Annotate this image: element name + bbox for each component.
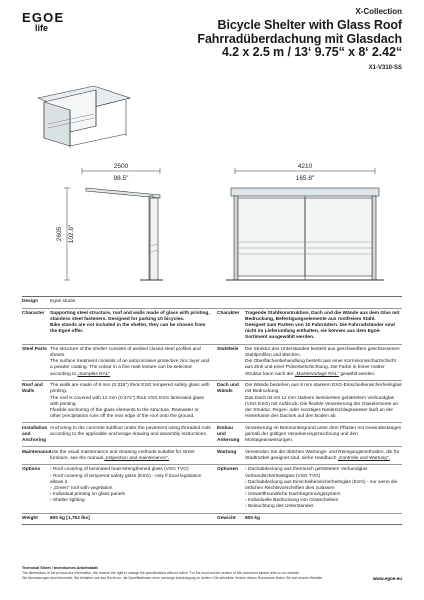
weight-label: Weight bbox=[22, 515, 38, 521]
maintenance-label-de: Wartung bbox=[217, 449, 237, 455]
options-label-de: Optionen bbox=[217, 467, 239, 473]
kontrolle-link[interactable]: „Kontrolle und Wartung“. bbox=[337, 455, 390, 461]
document-header bbox=[197, 8, 402, 72]
installation-en: Anchoring to the concrete subfloor under the pavement using threaded rods according to the applicable anchorage drawing and assembly instructions. bbox=[50, 425, 211, 437]
collection-label: X-Collection bbox=[355, 7, 402, 16]
roof-label: Roof and Walls bbox=[22, 383, 43, 395]
design-value: Egoé studio bbox=[50, 299, 76, 305]
spec-row-maintenance bbox=[22, 446, 402, 464]
design-label: Design bbox=[22, 299, 38, 305]
character-label: Character bbox=[22, 310, 45, 316]
option-de-item: › Umweltfreundliche Dachbegrünungssystem bbox=[245, 492, 402, 498]
product-code: X1-V310-SS bbox=[368, 65, 402, 72]
brand-name: EGOE bbox=[22, 10, 65, 25]
roof-label-de: Dach und Wände bbox=[217, 383, 239, 395]
steel-label-de: Stahlteile bbox=[217, 347, 239, 353]
roof-en-2: The roof is covered with 12 mm (0.472") thick VSG ESG laminated glass with printing. bbox=[50, 395, 204, 407]
title-de: Fahrradüberdachung mit Glasdach bbox=[197, 31, 402, 46]
spec-row-options bbox=[22, 464, 402, 512]
depth-mm-label: 2500 bbox=[113, 163, 129, 170]
roof-de-2: Das Dach ist mit 12 mm starkem laminiertem gehärtetem Verbundglas (VSG ESG) mit Aufdruck. Die flexible Verankerung der Glaselemente an der Struktur. Regen- oder sonstiges Niederschlagswasser läuft an der Hinterkante des Daches auf den Boden ab. bbox=[245, 395, 399, 419]
spec-row-design bbox=[22, 296, 402, 308]
dimensions-title: 4.2 x 2.5 m / 13‘ 9.75“ x 8‘ 2.42“ bbox=[221, 45, 402, 60]
character-de-2: Geeignet zum Parken von 10 Fahrrädern. Die Fahrradständer sind nicht im Lieferumfang enthalten, sie können aus dem Egoé-Sortiment ausgewählt werden. bbox=[245, 323, 395, 341]
title-en: Bicycle Shelter with Glass Roof bbox=[217, 17, 402, 32]
height-in-label: 102.6" bbox=[68, 224, 75, 244]
technical-drawings bbox=[0, 158, 424, 292]
installation-de: Verankerung im Betonuntergrund unter dem Pflaster mit Gewindestangen gemäß der gültigen Verankerungszeichnung und den Montageanweisungen. bbox=[245, 425, 402, 443]
option-de-item: › Individuelle Bedruckung von Glasscheiben bbox=[245, 498, 402, 504]
steel-en-2: The surface treatment consists of an anticorrosive protective zinc layer and a powder coating. The colour in a fine matt texture can be selected according to bbox=[50, 359, 210, 377]
installation-label-de: Einbau und Ankerung bbox=[217, 425, 240, 443]
option-en-item: › Roof covering of laminated heat-strengthened glass (VSG TVG) bbox=[50, 467, 211, 473]
depth-in-label: 98.5" bbox=[113, 175, 129, 182]
option-en-item: › Individual printing on glass panels bbox=[50, 492, 211, 498]
side-view bbox=[86, 188, 163, 280]
weight-value-de: 800 kg bbox=[245, 515, 260, 521]
inspection-link[interactable]: „Inspection and maintenance“. bbox=[104, 455, 169, 461]
roof-en-3: Flexible anchoring of the glass elements to the structure. Rainwater or other precipitation runs off the rear edge of the roof onto the ground. bbox=[50, 407, 199, 419]
option-de-item: › Dachabdeckung aus thermisch gehärtetem Verbundglas Verbundsicherheitsglas (VSG TVG) bbox=[245, 467, 402, 479]
steel-de: Die Struktur des Unterstandes besteht aus geschweißten geschlossenen Stahlprofilen und Blechen. bbox=[245, 347, 400, 359]
samples-ral-link[interactable]: „Samples RAL“ bbox=[77, 371, 111, 377]
roof-de: Die Wände bestehen aus 8 mm starkem ESG-Einscheibensicherheitsglas mit Bedruckung. bbox=[245, 383, 402, 395]
spec-row-installation bbox=[22, 422, 402, 446]
footer-note-de: Die Abmessungen sind informativ. Wir behalten uns das Recht vor, die Spezifikationen ohne vorherige Ankündigung zu ändern. Die aktuellste Version dieses Dokuments finden Sie auf unserer Website. bbox=[22, 575, 324, 580]
option-en-item: › „Green“ roof with vegetation bbox=[50, 486, 211, 492]
spec-table bbox=[22, 296, 402, 525]
brand-logo bbox=[22, 11, 64, 33]
roof-en: The walls are made of 8 mm (0.315") thick ESG tempered safety glass with printing. bbox=[50, 383, 210, 395]
website-link[interactable]: www.egoe.eu bbox=[372, 576, 402, 581]
steel-de-2: Die Oberflächenbehandlung besteht aus einer Korrosionsschutzschicht aus Zink und einer Pulverbeschichtung. Die Farbe in feiner matter Struktur kann nach der bbox=[245, 359, 396, 377]
footer-title: Technical Sheet / technisches Arbeitsblatt bbox=[22, 566, 98, 570]
character-en-2: Bike stands are not included in the shelter, they can be chosen from the Egoé offer. bbox=[50, 323, 206, 335]
steel-en: The structure of the shelter consists of welded closed steel profiles and sheets. bbox=[50, 347, 201, 359]
character-de: Tragende Stahlkonstruktion, Dach und die Wände aus dem Glas mit Bedruckung, Befestigungselemente aus rostfreiem Stahl. bbox=[245, 310, 400, 323]
footer-note-en: The dimensions of the product are informative. We reserve the right to change the specifications without notice. For the most current version of this document please refer to our website. bbox=[22, 571, 300, 576]
spec-row-roof bbox=[22, 380, 402, 422]
width-in-label: 165.8" bbox=[295, 175, 315, 182]
maintenance-label: Maintenance bbox=[22, 449, 52, 455]
footer bbox=[22, 566, 402, 580]
front-view bbox=[226, 188, 384, 280]
options-label: Options bbox=[22, 467, 41, 473]
width-mm-label: 4210 bbox=[297, 163, 313, 170]
maintenance-de: Verwenden Sie die üblichen Wartungs- und Reinigungsmethoden, die für Stadtmöbel geeignet sind, siehe Handbuch bbox=[245, 449, 400, 461]
spec-row-weight bbox=[22, 513, 402, 526]
character-label-de: Charakter bbox=[217, 310, 240, 316]
character-en: Supporting steel structure, roof and walls made of glass with printing, stainless steel fasteners. Designed for parking 10 bicycles. bbox=[50, 310, 210, 323]
height-mm-label: 2605 bbox=[56, 226, 63, 242]
option-en-item: › Shelter lighting bbox=[50, 498, 211, 504]
installation-label: Installation and Anchoring bbox=[22, 425, 48, 443]
shelter-illustration bbox=[30, 84, 134, 150]
mustervorlage-ral-link[interactable]: „Mustervorlage RAL“ bbox=[294, 371, 340, 377]
spec-row-character bbox=[22, 308, 402, 344]
option-de-item: › Dachabdeckung aus Einscheibensicherheitsglas (ESG) - nur wenn die örtlichen Rechtsvorschriften dies zulassen bbox=[245, 480, 402, 492]
option-de-item: › Beleuchtung des Unterstandes bbox=[245, 504, 402, 510]
maintenance-en: Use the usual maintenance and cleaning methods suitable for street furniture, see the manual bbox=[50, 449, 195, 461]
weight-value: 800 kg [1,762 lbs] bbox=[50, 515, 90, 521]
option-en-item: › Roof covering of tempered safety glass (ESG) - only if local legislation allows it bbox=[50, 474, 211, 486]
weight-label-de: Gewicht bbox=[217, 515, 236, 521]
brand-sub: life bbox=[35, 23, 49, 33]
spec-row-steel bbox=[22, 344, 402, 380]
steel-label: Steel Parts bbox=[22, 347, 47, 353]
steel-de-3: gewählt werden. bbox=[340, 371, 376, 377]
